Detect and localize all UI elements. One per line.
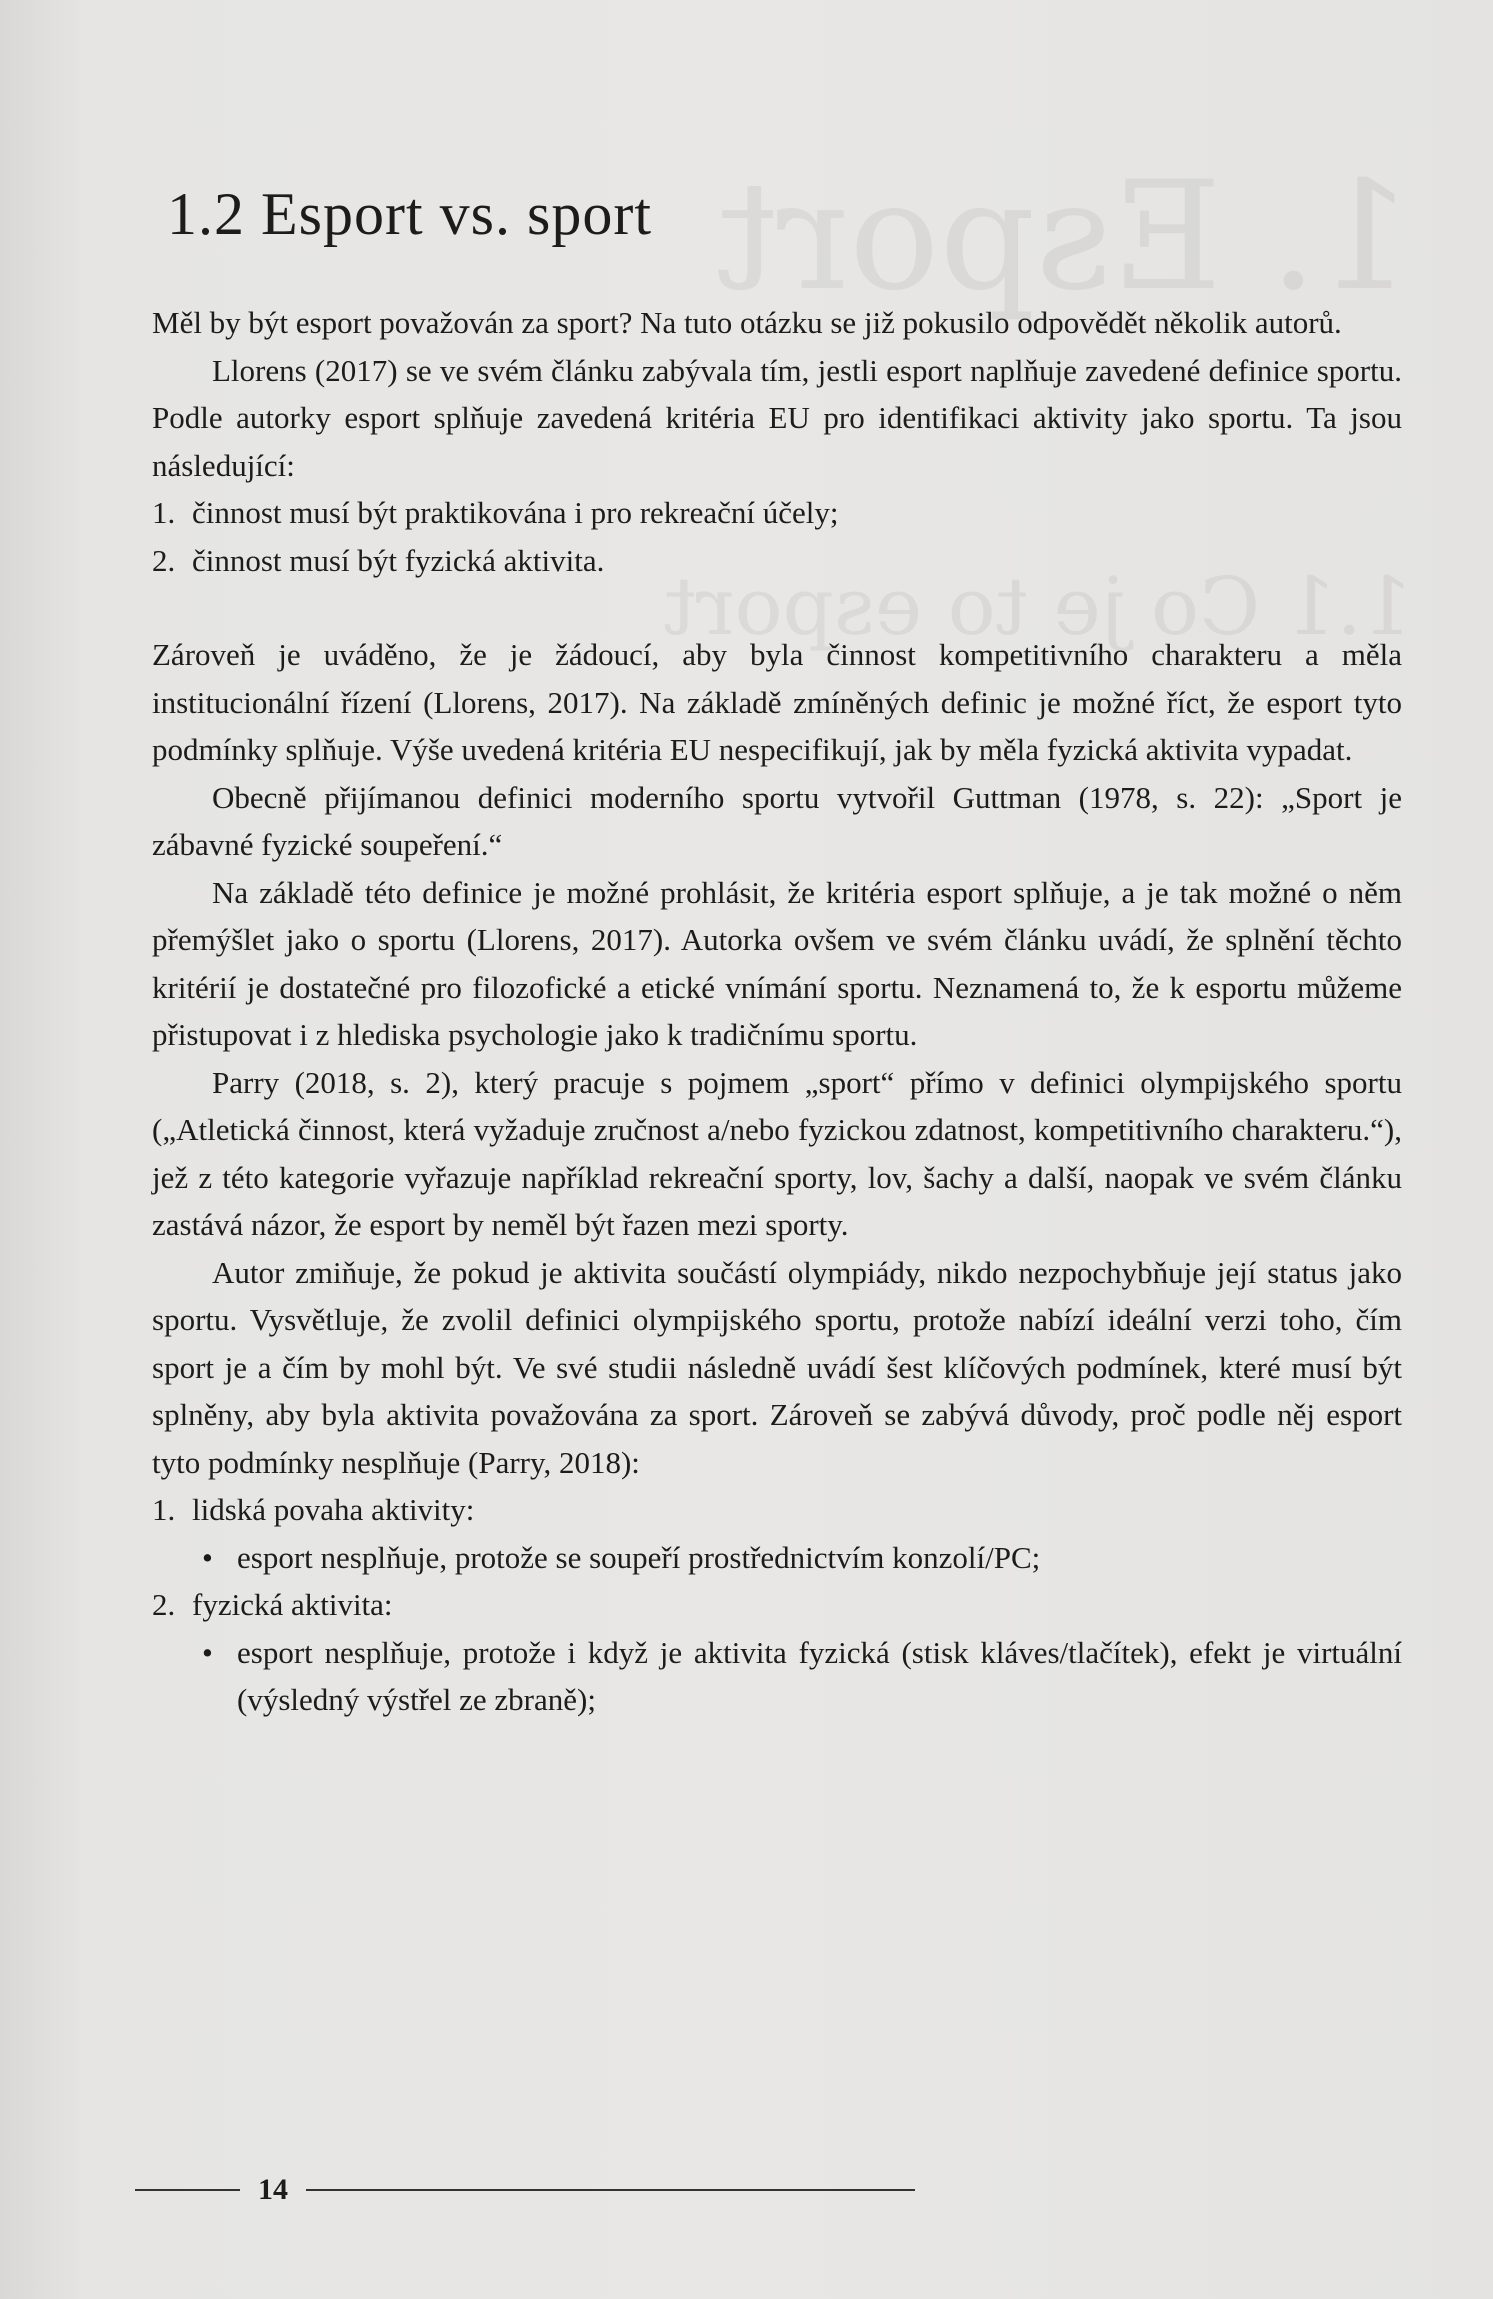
page-content [152,180,1402,1724]
list-item: 1. lidská povaha aktivity: [152,1492,475,1527]
footer-rule [306,2189,915,2191]
list-item [152,1629,1402,1724]
paragraph: Parry (2018, s. 2), který pracuje s pojmem „sport“ přímo v definici olympijského sportu („Atletická činnost, která vyžaduje zručnost a/nebo fyzickou zdatnost, kompetitivního charakteru.“), jež z této kategorie vyřazuje například rekreační sporty, lov, šachy a další, naopak ve svém článku zastává názor, že esport by neměl být řazen mezi sporty. [152,1064,1402,1242]
paragraph: Llorens (2017) se ve svém článku zabývala tím, jestli esport naplňuje zavedené definice sportu. Podle autorky esport splňuje zavedená kritéria EU pro identifikaci aktivity jako sportu. Ta jsou následující: [152,352,1402,483]
show-through-text: 1.1 Co je to esport [664,560,1413,653]
paragraph: Autor zmiňuje, že pokud je aktivita součástí olympiády, nikdo nezpochybňuje její status jako sportu. Vysvětluje, že zvolil definici olympijského sportu, protože nabízí ideální verzi toho, čím sport je a čím by mohl být. Ve své studii následně uvádí šest klíčových podmínek, které musí být splněny, aby byla aktivita považována za sport. Zároveň se zabývá důvody, proč podle něj esport tyto podmínky nesplňuje (Parry, 2018): [152,1254,1402,1480]
paragraph: Na základě této definice je možné prohlásit, že kritéria esport splňuje, a je tak možné o něm přemýšlet jako o sportu (Llorens, 2017). Autorka ovšem ve svém článku uvádí, že splnění těchto kritérií je dostatečné pro filozofické a etické vnímání sportu. Neznamená to, že k esportu můžeme přistupovat i z hlediska psychologie jako k tradičnímu sportu. [152,874,1402,1052]
bullet-list [152,1534,1402,1582]
list-item: 2. činnost musí být fyzická aktivita. [152,542,605,578]
bullet-item: • esport nesplňuje, protože i když je aktivita fyzická (stisk kláves/tlačítek), efekt je virtuální (výsledný výstřel ze zbraně); [202,1634,1402,1717]
page-number: 14 [258,2173,288,2206]
paragraph: Obecně přijímanou definici moderního sportu vytvořil Guttman (1978, s. 22): „Sport je zábavné fyzické soupeření.“ [152,779,1402,862]
list-item [152,1534,1402,1582]
show-through-text: 1. Esport [717,150,1413,324]
list-item: 1. činnost musí být praktikována i pro rekreační účely; [152,495,839,530]
list-item: 2. fyzická aktivita: [152,1587,393,1622]
footer-rule [135,2189,240,2191]
bullet-item: • esport nesplňuje, protože se soupeří prostřednictvím konzolí/PC; [202,1539,1041,1575]
bullet-list [152,1629,1402,1724]
paragraph: Zároveň je uváděno, že je žádoucí, aby byla činnost kompetitivního charakteru a měla institucionální řízení (Llorens, 2017). Na základě zmíněných definic je možné říct, že esport tyto podmínky splňuje. Výše uvedená kritéria EU nespecifikují, jak by měla fyzická aktivita vypadat. [152,637,1402,767]
section-title: 1.2 Esport vs. sport [167,181,652,247]
page-footer [135,2170,915,2210]
paragraph: Měl by být esport považován za sport? Na tuto otázku se již pokusilo odpovědět několik autorů. [152,305,1342,340]
conditions-list [152,1486,1402,1724]
criteria-list [152,489,1402,584]
